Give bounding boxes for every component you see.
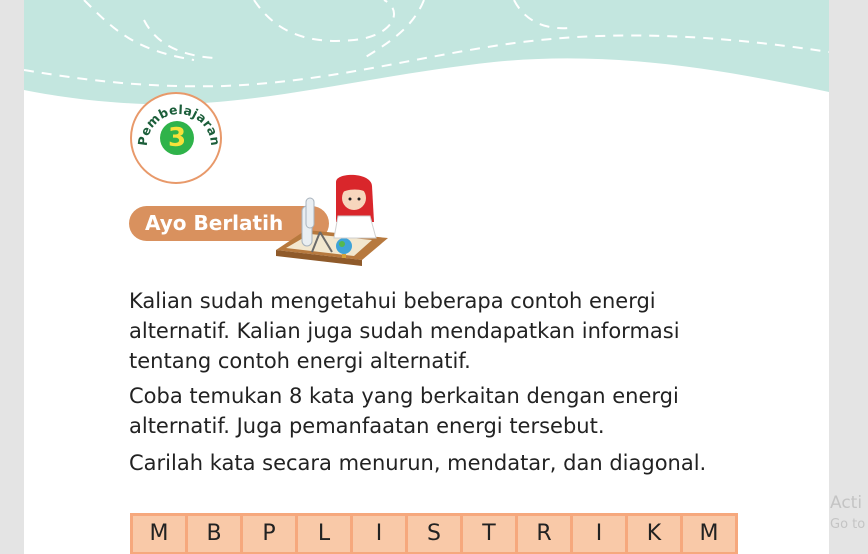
grid-cell: B bbox=[188, 516, 240, 552]
grid-cell: I bbox=[573, 516, 625, 552]
grid-cell: P bbox=[243, 516, 295, 552]
grid-cell: M bbox=[683, 516, 735, 552]
watermark-subtitle: Go to bbox=[830, 517, 866, 532]
instruction-paragraph-3: Carilah kata secara menurun, mendatar, dan diagonal. bbox=[129, 451, 707, 475]
grid-cell: I bbox=[353, 516, 405, 552]
grid-cell: L bbox=[298, 516, 350, 552]
grid-cell: M bbox=[133, 516, 185, 552]
textbook-page bbox=[24, 0, 829, 554]
word-search-grid bbox=[130, 513, 738, 554]
instruction-paragraph-2: Coba temukan 8 kata yang berkaitan dengan energi alternatif. Juga pemanfaatan energi tersebut. bbox=[129, 384, 679, 438]
section-title: Ayo Berlatih bbox=[129, 206, 329, 241]
lesson-badge bbox=[130, 92, 222, 184]
grid-cell: K bbox=[628, 516, 680, 552]
grid-cell: R bbox=[518, 516, 570, 552]
activation-watermark bbox=[830, 492, 868, 534]
student-desk-illustration bbox=[276, 172, 391, 272]
lesson-label: Pembelajaran bbox=[134, 101, 224, 147]
lesson-number: 3 bbox=[160, 121, 194, 155]
grid-cell: S bbox=[408, 516, 460, 552]
instruction-paragraph-1: Kalian sudah mengetahui beberapa contoh energi alternatif. Kalian juga sudah mendapatkan informasi tentang contoh energi alternatif. bbox=[129, 289, 680, 373]
watermark-title: Acti bbox=[830, 493, 863, 513]
grid-cell: T bbox=[463, 516, 515, 552]
